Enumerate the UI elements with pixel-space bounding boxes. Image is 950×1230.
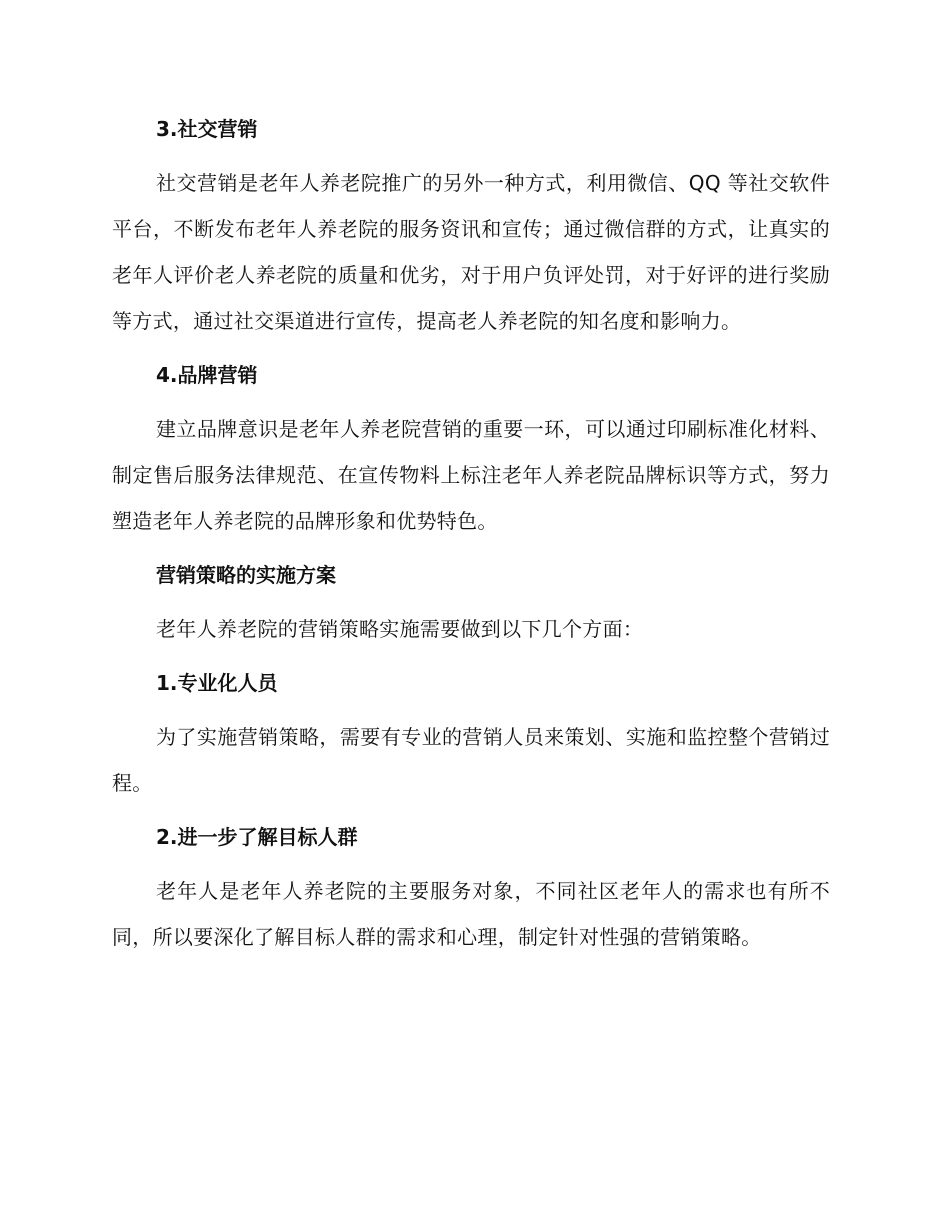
section-heading-implementation-plan: 营销策略的实施方案 <box>156 563 336 587</box>
section-heading-social-marketing: 3.社交营销 <box>156 117 258 141</box>
paragraph-target-audience: 老年人是老年人养老院的主要服务对象，不同社区老年人的需求也有所不同，所以要深化了解目标人群的需求和心理，制定针对性强的营销策略。 <box>112 879 830 949</box>
paragraph-brand-marketing: 建立品牌意识是老年人养老院营销的重要一环，可以通过印刷标准化材料、制定售后服务法律规范、在宣传物料上标注老年人养老院品牌标识等方式，努力塑造老年人养老院的品牌形象和优势特色。 <box>112 417 830 533</box>
document-body <box>112 112 830 960</box>
section-heading-professional-staff: 1.专业化人员 <box>156 671 278 695</box>
section-heading-brand-marketing: 4.品牌营销 <box>156 363 258 387</box>
section-heading-target-audience: 2.进一步了解目标人群 <box>156 825 358 849</box>
paragraph-implementation-intro: 老年人养老院的营销策略实施需要做到以下几个方面： <box>156 617 644 641</box>
paragraph-social-marketing: 社交营销是老年人养老院推广的另外一种方式，利用微信、QQ 等社交软件平台，不断发布老年人养老院的服务资讯和宣传；通过微信群的方式，让真实的老年人评价老人养老院的质量和优劣，对于用户负评处罚，对于好评的进行奖励等方式，通过社交渠道进行宣传，提高老人养老院的知名度和影响力。 <box>112 171 830 333</box>
paragraph-professional-staff: 为了实施营销策略，需要有专业的营销人员来策划、实施和监控整个营销过程。 <box>112 725 830 795</box>
